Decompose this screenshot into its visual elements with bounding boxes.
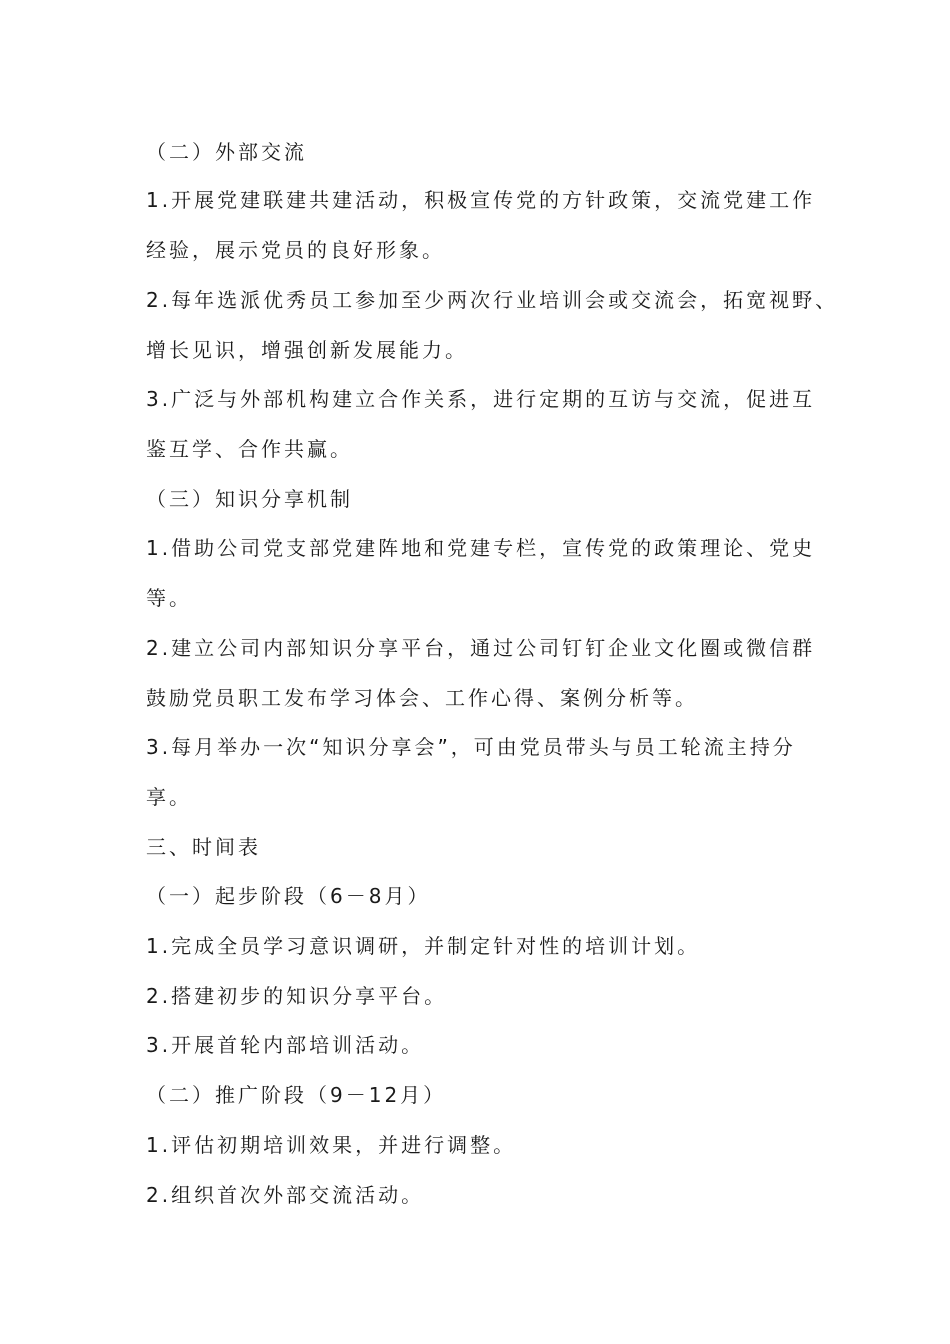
paragraph-line: 享。	[146, 785, 192, 809]
paragraph-line: 等。	[146, 586, 192, 610]
paragraph-line: 经验，展示党员的良好形象。	[146, 238, 445, 262]
paragraph-line: 2.搭建初步的知识分享平台。	[146, 984, 448, 1008]
paragraph-line: 3.广泛与外部机构建立合作关系，进行定期的互访与交流，促进互	[146, 387, 816, 411]
section-heading-knowledge-sharing: （三）知识分享机制	[146, 487, 353, 511]
paragraph-line: 3.开展首轮内部培训活动。	[146, 1033, 425, 1057]
paragraph-line: 3.每月举办一次“知识分享会”，可由党员带头与员工轮流主持分	[146, 735, 796, 759]
paragraph-line: 鉴互学、合作共赢。	[146, 437, 353, 461]
paragraph-line: 鼓励党员职工发布学习体会、工作心得、案例分析等。	[146, 686, 698, 710]
section-heading-external-exchange: （二）外部交流	[146, 140, 307, 164]
paragraph-line: 2.每年选派优秀员工参加至少两次行业培训会或交流会，拓宽视野、	[146, 288, 839, 312]
paragraph-line: 1.完成全员学习意识调研，并制定针对性的培训计划。	[146, 934, 701, 958]
paragraph-line: 增长见识，增强创新发展能力。	[146, 338, 468, 362]
paragraph-line: 2.建立公司内部知识分享平台，通过公司钉钉企业文化圈或微信群	[146, 636, 816, 660]
subsection-heading-promotion-phase: （二）推广阶段（9－12月）	[146, 1083, 447, 1107]
section-heading-timeline: 三、时间表	[146, 835, 261, 859]
subsection-heading-start-phase: （一）起步阶段（6－8月）	[146, 884, 431, 908]
paragraph-line: 1.借助公司党支部党建阵地和党建专栏，宣传党的政策理论、党史	[146, 536, 816, 560]
paragraph-line: 1.评估初期培训效果，并进行调整。	[146, 1133, 517, 1157]
paragraph-line: 2.组织首次外部交流活动。	[146, 1183, 425, 1207]
paragraph-line: 1.开展党建联建共建活动，积极宣传党的方针政策，交流党建工作	[146, 188, 816, 212]
